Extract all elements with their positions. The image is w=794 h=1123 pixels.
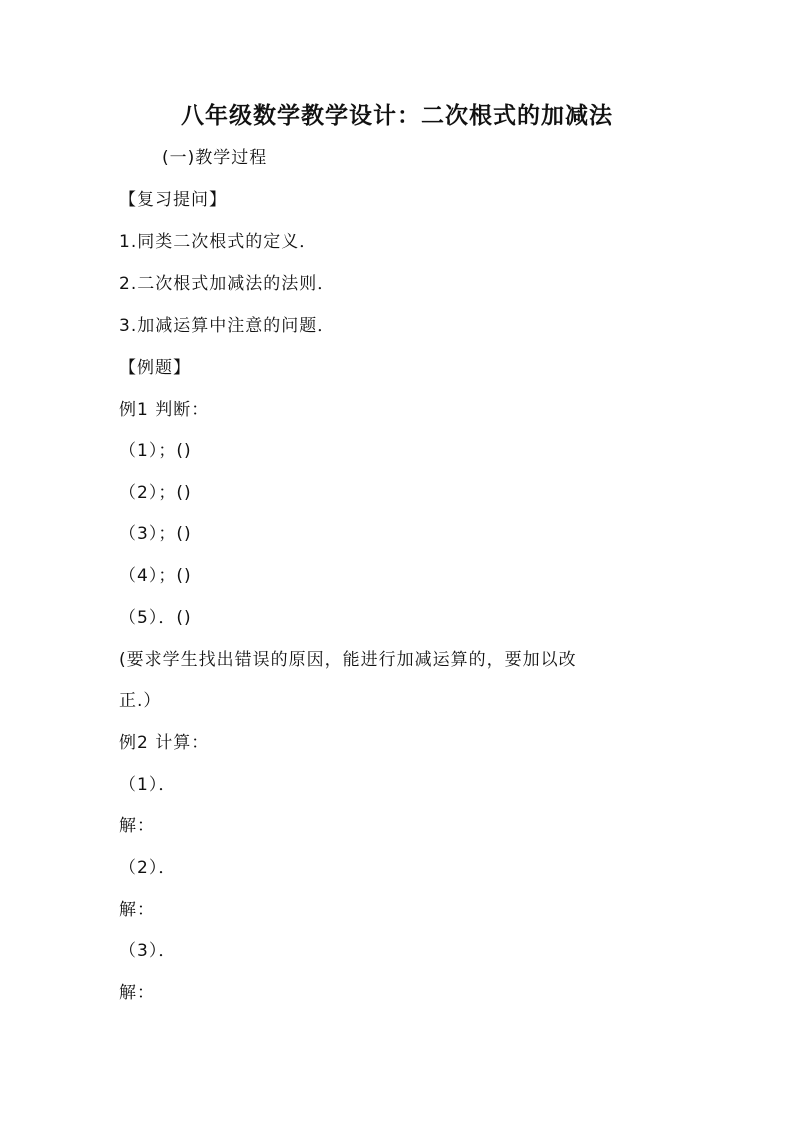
- instruction-text-line-2: 正.）: [119, 691, 162, 711]
- document-title: 八年级数学教学设计：二次根式的加减法: [181, 102, 613, 129]
- example-1-item-1: （1）；(): [119, 441, 192, 461]
- solution-label-2: 解：: [119, 900, 155, 920]
- heading-examples: 【例题】: [119, 358, 191, 378]
- example-1-item-2: （2）；(): [119, 483, 192, 503]
- example-2-heading: 例2 计算：: [119, 733, 210, 753]
- solution-label-3: 解：: [119, 983, 155, 1003]
- example-1-item-3: （3）；(): [119, 524, 192, 544]
- example-1-item-4: （4）；(): [119, 566, 192, 586]
- review-item-1: 1.同类二次根式的定义．: [119, 232, 318, 252]
- heading-review-questions: 【复习提问】: [119, 190, 227, 210]
- solution-label-1: 解：: [119, 816, 155, 836]
- example-2-item-2: （2）．: [119, 858, 177, 878]
- example-2-item-3: （3）．: [119, 941, 177, 961]
- instruction-text-line-1: (要求学生找出错误的原因，能进行加减运算的，要加以改: [119, 650, 577, 670]
- review-item-2: 2.二次根式加减法的法则．: [119, 274, 336, 294]
- section-heading-teaching-process: (一)教学过程: [162, 148, 268, 168]
- example-1-item-5: （5）．(): [119, 608, 192, 628]
- review-item-3: 3.加减运算中注意的问题．: [119, 316, 336, 336]
- example-1-heading: 例1 判断：: [119, 400, 210, 420]
- example-2-item-1: （1）．: [119, 775, 177, 795]
